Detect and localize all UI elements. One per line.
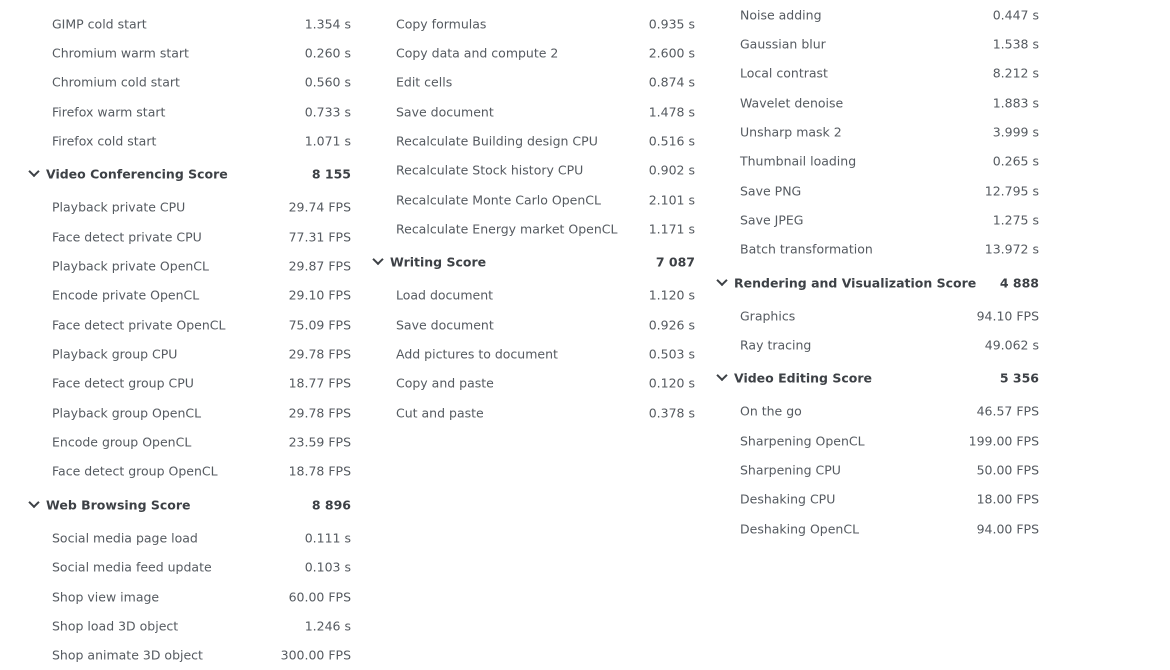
list-group <box>372 281 695 428</box>
list-group <box>28 9 351 156</box>
list-item <box>740 29 1039 58</box>
item-value: 0.902 s <box>648 162 695 178</box>
list-item <box>52 582 351 611</box>
item-label: Face detect group CPU <box>52 375 194 391</box>
section-score: 5 356 <box>999 370 1039 386</box>
section-score: 8 155 <box>311 166 351 182</box>
list-item <box>740 455 1039 484</box>
item-label: Face detect group OpenCL <box>52 463 218 479</box>
item-value: 1.538 s <box>992 36 1039 52</box>
list-item <box>740 205 1039 234</box>
item-value: 1.354 s <box>304 16 351 32</box>
item-label: Copy formulas <box>396 16 487 32</box>
item-label: GIMP cold start <box>52 16 147 32</box>
item-label: Save document <box>396 104 494 120</box>
item-value: 29.10 FPS <box>288 287 351 303</box>
list-group <box>716 397 1039 544</box>
item-value: 1.171 s <box>648 221 695 237</box>
item-value: 29.87 FPS <box>288 258 351 274</box>
item-label: Add pictures to document <box>396 346 558 362</box>
item-value: 0.503 s <box>648 346 695 362</box>
list-item <box>396 398 695 427</box>
item-value: 1.246 s <box>304 618 351 634</box>
list-item <box>52 427 351 456</box>
chevron-down-icon[interactable] <box>716 276 728 288</box>
list-item <box>740 330 1039 359</box>
item-label: Copy data and compute 2 <box>396 45 559 61</box>
item-value: 1.478 s <box>648 104 695 120</box>
list-item <box>52 38 351 67</box>
item-label: Cut and paste <box>396 405 484 421</box>
list-item <box>396 97 695 126</box>
item-value: 94.00 FPS <box>976 521 1039 537</box>
section-header-web-browsing[interactable] <box>28 486 351 523</box>
item-label: Playback group OpenCL <box>52 405 202 421</box>
item-label: Chromium warm start <box>52 45 189 61</box>
list-item <box>396 126 695 155</box>
section-title: Writing Score <box>390 254 487 270</box>
section-title: Web Browsing Score <box>46 497 191 513</box>
list-item <box>52 523 351 552</box>
list-group <box>716 0 1039 264</box>
item-label: Graphics <box>740 308 796 324</box>
item-value: 1.883 s <box>992 95 1039 111</box>
item-label: Save document <box>396 317 494 333</box>
list-item <box>52 193 351 222</box>
item-value: 0.120 s <box>648 375 695 391</box>
item-value: 18.78 FPS <box>288 463 351 479</box>
column-3 <box>716 0 1039 544</box>
list-item <box>740 176 1039 205</box>
item-value: 0.874 s <box>648 74 695 90</box>
item-value: 18.00 FPS <box>976 491 1039 507</box>
item-label: Gaussian blur <box>740 36 826 52</box>
section-header-writing[interactable] <box>372 244 695 281</box>
list-item <box>396 214 695 243</box>
item-label: Sharpening OpenCL <box>740 433 865 449</box>
item-label: Playback private CPU <box>52 199 186 215</box>
item-label: Recalculate Building design CPU <box>396 133 598 149</box>
item-value: 75.09 FPS <box>288 317 351 333</box>
item-label: Save PNG <box>740 183 802 199</box>
list-item <box>740 59 1039 88</box>
item-value: 13.972 s <box>984 241 1039 257</box>
item-value: 0.516 s <box>648 133 695 149</box>
item-value: 12.795 s <box>984 183 1039 199</box>
item-value: 29.78 FPS <box>288 346 351 362</box>
item-label: Recalculate Monte Carlo OpenCL <box>396 192 601 208</box>
item-value: 18.77 FPS <box>288 375 351 391</box>
column-2 <box>372 9 695 427</box>
section-header-video-conferencing[interactable] <box>28 156 351 193</box>
item-value: 0.447 s <box>992 7 1039 23</box>
item-value: 49.062 s <box>984 337 1039 353</box>
item-label: Copy and paste <box>396 375 494 391</box>
list-item <box>396 9 695 38</box>
item-label: Noise adding <box>740 7 822 23</box>
item-value: 1.275 s <box>992 212 1039 228</box>
section-title: Video Editing Score <box>734 370 872 386</box>
list-item <box>740 147 1039 176</box>
chevron-down-icon[interactable] <box>28 498 40 510</box>
item-value: 77.31 FPS <box>288 229 351 245</box>
item-value: 50.00 FPS <box>976 462 1039 478</box>
chevron-down-icon[interactable] <box>372 256 384 268</box>
item-label: Wavelet denoise <box>740 95 844 111</box>
item-label: Shop load 3D object <box>52 618 179 634</box>
item-value: 1.071 s <box>304 133 351 149</box>
item-label: Shop animate 3D object <box>52 647 203 663</box>
item-label: Encode private OpenCL <box>52 287 200 303</box>
item-value: 8.212 s <box>992 65 1039 81</box>
list-item <box>740 235 1039 264</box>
list-group <box>28 523 351 670</box>
item-value: 0.111 s <box>304 530 351 546</box>
item-value: 2.600 s <box>648 45 695 61</box>
item-value: 1.120 s <box>648 287 695 303</box>
item-value: 29.78 FPS <box>288 405 351 421</box>
list-item <box>52 611 351 640</box>
list-item <box>740 0 1039 29</box>
list-item <box>396 339 695 368</box>
section-score: 4 888 <box>999 275 1039 291</box>
item-label: Firefox warm start <box>52 104 166 120</box>
item-label: On the go <box>740 403 802 419</box>
list-item <box>52 126 351 155</box>
item-label: Batch transformation <box>740 241 873 257</box>
list-item <box>740 485 1039 514</box>
item-label: Load document <box>396 287 494 303</box>
item-value: 3.999 s <box>992 124 1039 140</box>
list-item <box>52 251 351 280</box>
item-value: 0.103 s <box>304 559 351 575</box>
list-group <box>372 9 695 244</box>
item-label: Playback private OpenCL <box>52 258 209 274</box>
item-value: 0.265 s <box>992 153 1039 169</box>
list-item <box>52 398 351 427</box>
section-title: Rendering and Visualization Score <box>734 275 977 291</box>
list-item <box>52 281 351 310</box>
chevron-down-icon[interactable] <box>716 372 728 384</box>
item-value: 300.00 FPS <box>280 647 351 663</box>
list-item <box>740 88 1039 117</box>
item-value: 0.935 s <box>648 16 695 32</box>
list-group <box>28 193 351 486</box>
item-value: 0.560 s <box>304 74 351 90</box>
list-item <box>396 369 695 398</box>
list-item <box>52 9 351 38</box>
item-label: Deshaking CPU <box>740 491 836 507</box>
item-label: Recalculate Stock history CPU <box>396 162 584 178</box>
section-header-video-editing[interactable] <box>716 360 1039 397</box>
list-item <box>52 97 351 126</box>
item-label: Encode group OpenCL <box>52 434 192 450</box>
item-label: Deshaking OpenCL <box>740 521 860 537</box>
item-value: 199.00 FPS <box>968 433 1039 449</box>
item-label: Thumbnail loading <box>740 153 857 169</box>
item-value: 0.378 s <box>648 405 695 421</box>
list-item <box>740 397 1039 426</box>
item-value: 23.59 FPS <box>288 434 351 450</box>
item-value: 46.57 FPS <box>976 403 1039 419</box>
item-label: Shop view image <box>52 589 160 605</box>
item-value: 94.10 FPS <box>976 308 1039 324</box>
section-header-rendering[interactable] <box>716 264 1039 301</box>
item-label: Firefox cold start <box>52 133 157 149</box>
item-value: 0.733 s <box>304 104 351 120</box>
list-item <box>396 281 695 310</box>
section-title: Video Conferencing Score <box>46 166 228 182</box>
item-value: 0.260 s <box>304 45 351 61</box>
list-item <box>52 457 351 486</box>
item-label: Sharpening CPU <box>740 462 841 478</box>
item-value: 0.926 s <box>648 317 695 333</box>
list-item <box>52 222 351 251</box>
list-item <box>396 310 695 339</box>
item-value: 29.74 FPS <box>288 199 351 215</box>
list-item <box>396 38 695 67</box>
list-item <box>740 514 1039 543</box>
list-item <box>52 68 351 97</box>
list-item <box>740 117 1039 146</box>
item-label: Save JPEG <box>740 212 804 228</box>
item-label: Ray tracing <box>740 337 812 353</box>
item-label: Unsharp mask 2 <box>740 124 842 140</box>
item-value: 60.00 FPS <box>288 589 351 605</box>
list-item <box>52 339 351 368</box>
item-label: Recalculate Energy market OpenCL <box>396 221 618 237</box>
item-label: Local contrast <box>740 65 828 81</box>
chevron-down-icon[interactable] <box>28 168 40 180</box>
list-item <box>396 185 695 214</box>
list-item <box>52 553 351 582</box>
item-label: Face detect private CPU <box>52 229 202 245</box>
list-group <box>716 301 1039 360</box>
list-item <box>740 301 1039 330</box>
list-item <box>52 641 351 670</box>
section-score: 7 087 <box>655 254 695 270</box>
item-label: Social media page load <box>52 530 198 546</box>
list-item <box>52 310 351 339</box>
column-1 <box>28 9 351 670</box>
item-value: 2.101 s <box>648 192 695 208</box>
item-label: Edit cells <box>396 74 453 90</box>
item-label: Social media feed update <box>52 559 212 575</box>
list-item <box>740 426 1039 455</box>
list-item <box>52 369 351 398</box>
list-item <box>396 68 695 97</box>
item-label: Face detect private OpenCL <box>52 317 226 333</box>
list-item <box>396 156 695 185</box>
item-label: Playback group CPU <box>52 346 178 362</box>
section-score: 8 896 <box>311 497 351 513</box>
item-label: Chromium cold start <box>52 74 180 90</box>
